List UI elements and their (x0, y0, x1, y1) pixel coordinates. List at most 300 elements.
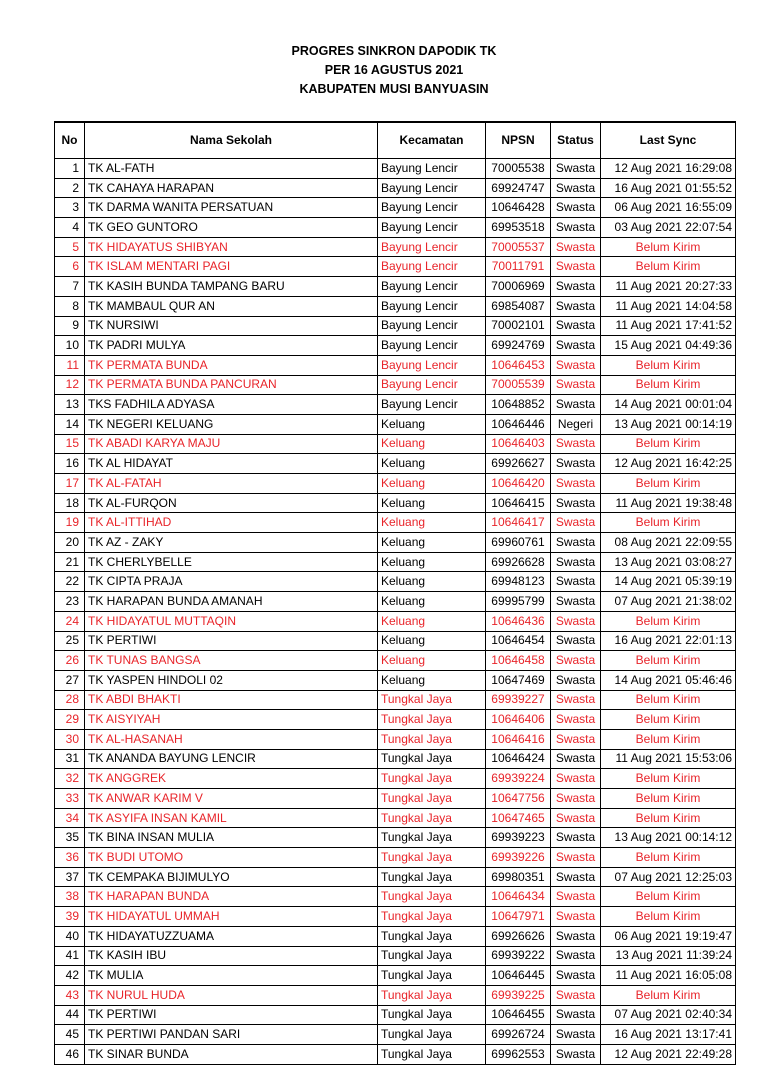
table-row (55, 395, 736, 415)
cell-last-sync: Belum Kirim (601, 257, 736, 277)
cell-status: Swasta (551, 257, 601, 277)
cell-school-name: TK AZ - ZAKY (85, 533, 378, 553)
cell-school-name: TK BINA INSAN MULIA (85, 828, 378, 848)
cell-status: Swasta (551, 1005, 601, 1025)
cell-npsn: 10646436 (486, 611, 551, 631)
cell-no: 36 (55, 848, 85, 868)
table-row (55, 355, 736, 375)
cell-status: Swasta (551, 572, 601, 592)
cell-school-name: TK PERTIWI (85, 631, 378, 651)
table-row (55, 533, 736, 553)
cell-last-sync: Belum Kirim (601, 808, 736, 828)
cell-last-sync: 13 Aug 2021 03:08:27 (601, 552, 736, 572)
cell-no: 10 (55, 336, 85, 356)
cell-last-sync: 06 Aug 2021 19:19:47 (601, 926, 736, 946)
title-line-3: KABUPATEN MUSI BANYUASIN (299, 82, 489, 96)
cell-status: Swasta (551, 946, 601, 966)
cell-status: Swasta (551, 454, 601, 474)
cell-status: Swasta (551, 710, 601, 730)
document-title (0, 42, 768, 99)
cell-no: 17 (55, 474, 85, 494)
table-row (55, 926, 736, 946)
cell-school-name: TK NURUL HUDA (85, 985, 378, 1005)
cell-district: Bayung Lencir (378, 277, 486, 297)
cell-school-name: TK CIPTA PRAJA (85, 572, 378, 592)
cell-district: Bayung Lencir (378, 237, 486, 257)
cell-last-sync: 14 Aug 2021 05:46:46 (601, 670, 736, 690)
cell-school-name: TK CAHAYA HARAPAN (85, 178, 378, 198)
cell-status: Swasta (551, 985, 601, 1005)
cell-district: Bayung Lencir (378, 159, 486, 179)
table-row (55, 1044, 736, 1064)
cell-school-name: TK AL-FATH (85, 159, 378, 179)
table-row (55, 946, 736, 966)
cell-status: Swasta (551, 848, 601, 868)
cell-status: Swasta (551, 434, 601, 454)
table-row (55, 710, 736, 730)
cell-last-sync: 12 Aug 2021 22:49:28 (601, 1044, 736, 1064)
table-row (55, 198, 736, 218)
cell-district: Bayung Lencir (378, 375, 486, 395)
column-header-status: Status (551, 122, 601, 159)
cell-district: Keluang (378, 513, 486, 533)
cell-no: 14 (55, 414, 85, 434)
cell-last-sync: 16 Aug 2021 01:55:52 (601, 178, 736, 198)
cell-school-name: TK PADRI MULYA (85, 336, 378, 356)
cell-no: 9 (55, 316, 85, 336)
cell-last-sync: 07 Aug 2021 12:25:03 (601, 867, 736, 887)
table-row (55, 434, 736, 454)
cell-npsn: 10647469 (486, 670, 551, 690)
cell-school-name: TK ABADI KARYA MAJU (85, 434, 378, 454)
cell-no: 31 (55, 749, 85, 769)
cell-status: Swasta (551, 611, 601, 631)
cell-district: Tungkal Jaya (378, 1005, 486, 1025)
cell-npsn: 10647971 (486, 907, 551, 927)
cell-npsn: 10646455 (486, 1005, 551, 1025)
cell-district: Tungkal Jaya (378, 710, 486, 730)
cell-no: 13 (55, 395, 85, 415)
cell-district: Keluang (378, 552, 486, 572)
cell-npsn: 69980351 (486, 867, 551, 887)
cell-district: Tungkal Jaya (378, 887, 486, 907)
cell-school-name: TK ANANDA BAYUNG LENCIR (85, 749, 378, 769)
cell-npsn: 69939224 (486, 769, 551, 789)
table-row (55, 808, 736, 828)
cell-npsn: 70002101 (486, 316, 551, 336)
cell-last-sync: 12 Aug 2021 16:42:25 (601, 454, 736, 474)
cell-last-sync: Belum Kirim (601, 355, 736, 375)
cell-status: Swasta (551, 296, 601, 316)
cell-last-sync: Belum Kirim (601, 375, 736, 395)
cell-npsn: 10646434 (486, 887, 551, 907)
cell-last-sync: 15 Aug 2021 04:49:36 (601, 336, 736, 356)
cell-last-sync: Belum Kirim (601, 690, 736, 710)
cell-district: Bayung Lencir (378, 395, 486, 415)
cell-district: Tungkal Jaya (378, 966, 486, 986)
cell-no: 18 (55, 493, 85, 513)
cell-last-sync: 14 Aug 2021 05:39:19 (601, 572, 736, 592)
cell-school-name: TK AL-HASANAH (85, 729, 378, 749)
cell-npsn: 10646454 (486, 631, 551, 651)
cell-npsn: 69924769 (486, 336, 551, 356)
cell-district: Keluang (378, 414, 486, 434)
cell-no: 38 (55, 887, 85, 907)
cell-npsn: 69924747 (486, 178, 551, 198)
cell-no: 30 (55, 729, 85, 749)
cell-npsn: 69962553 (486, 1044, 551, 1064)
cell-no: 8 (55, 296, 85, 316)
cell-npsn: 10646415 (486, 493, 551, 513)
cell-district: Keluang (378, 434, 486, 454)
table-row (55, 296, 736, 316)
cell-last-sync: 08 Aug 2021 22:09:55 (601, 533, 736, 553)
table-row (55, 493, 736, 513)
cell-school-name: TK BUDI UTOMO (85, 848, 378, 868)
cell-district: Tungkal Jaya (378, 946, 486, 966)
table-row (55, 828, 736, 848)
table-row (55, 907, 736, 927)
cell-last-sync: 11 Aug 2021 14:04:58 (601, 296, 736, 316)
cell-district: Tungkal Jaya (378, 808, 486, 828)
cell-last-sync: Belum Kirim (601, 907, 736, 927)
cell-last-sync: Belum Kirim (601, 651, 736, 671)
cell-school-name: TK HIDAYATUL MUTTAQIN (85, 611, 378, 631)
table-row (55, 1025, 736, 1045)
cell-last-sync: 16 Aug 2021 13:17:41 (601, 1025, 736, 1045)
cell-status: Swasta (551, 887, 601, 907)
cell-last-sync: Belum Kirim (601, 237, 736, 257)
cell-status: Swasta (551, 375, 601, 395)
table-row (55, 749, 736, 769)
cell-status: Swasta (551, 493, 601, 513)
table-row (55, 336, 736, 356)
cell-no: 26 (55, 651, 85, 671)
cell-district: Keluang (378, 533, 486, 553)
cell-last-sync: 11 Aug 2021 19:38:48 (601, 493, 736, 513)
cell-last-sync: 11 Aug 2021 15:53:06 (601, 749, 736, 769)
cell-status: Swasta (551, 729, 601, 749)
cell-no: 23 (55, 592, 85, 612)
column-header-no: No (55, 122, 85, 159)
title-line-2: PER 16 AGUSTUS 2021 (324, 63, 464, 77)
cell-district: Bayung Lencir (378, 218, 486, 238)
cell-npsn: 69939225 (486, 985, 551, 1005)
cell-npsn: 10646403 (486, 434, 551, 454)
cell-school-name: TK HIDAYATUS SHIBYAN (85, 237, 378, 257)
cell-school-name: TK NURSIWI (85, 316, 378, 336)
cell-no: 20 (55, 533, 85, 553)
cell-status: Swasta (551, 1025, 601, 1045)
cell-npsn: 69995799 (486, 592, 551, 612)
cell-school-name: TK PERTIWI PANDAN SARI (85, 1025, 378, 1045)
cell-status: Swasta (551, 828, 601, 848)
cell-npsn: 69854087 (486, 296, 551, 316)
cell-npsn: 69939227 (486, 690, 551, 710)
table-row (55, 552, 736, 572)
cell-no: 27 (55, 670, 85, 690)
cell-district: Tungkal Jaya (378, 1044, 486, 1064)
cell-no: 19 (55, 513, 85, 533)
cell-school-name: TK MULIA (85, 966, 378, 986)
cell-no: 45 (55, 1025, 85, 1045)
cell-no: 4 (55, 218, 85, 238)
cell-no: 34 (55, 808, 85, 828)
cell-school-name: TK HARAPAN BUNDA AMANAH (85, 592, 378, 612)
cell-no: 43 (55, 985, 85, 1005)
cell-school-name: TK CHERLYBELLE (85, 552, 378, 572)
cell-status: Swasta (551, 749, 601, 769)
cell-district: Tungkal Jaya (378, 848, 486, 868)
cell-status: Swasta (551, 198, 601, 218)
cell-status: Swasta (551, 533, 601, 553)
cell-status: Swasta (551, 159, 601, 179)
table-row (55, 592, 736, 612)
table-row (55, 611, 736, 631)
sync-progress-table (54, 121, 736, 1065)
cell-last-sync: 14 Aug 2021 00:01:04 (601, 395, 736, 415)
table-row (55, 454, 736, 474)
cell-district: Keluang (378, 651, 486, 671)
table-row (55, 572, 736, 592)
cell-npsn: 10646446 (486, 414, 551, 434)
cell-npsn: 69948123 (486, 572, 551, 592)
cell-no: 24 (55, 611, 85, 631)
cell-status: Swasta (551, 355, 601, 375)
cell-district: Tungkal Jaya (378, 769, 486, 789)
column-header-district: Kecamatan (378, 122, 486, 159)
table-row (55, 414, 736, 434)
table-row (55, 670, 736, 690)
column-header-npsn: NPSN (486, 122, 551, 159)
cell-no: 11 (55, 355, 85, 375)
cell-school-name: TK HARAPAN BUNDA (85, 887, 378, 907)
cell-status: Swasta (551, 178, 601, 198)
cell-district: Keluang (378, 611, 486, 631)
cell-npsn: 10646445 (486, 966, 551, 986)
cell-npsn: 70006969 (486, 277, 551, 297)
cell-status: Swasta (551, 336, 601, 356)
cell-no: 29 (55, 710, 85, 730)
cell-npsn: 70005537 (486, 237, 551, 257)
table-row (55, 631, 736, 651)
cell-status: Swasta (551, 237, 601, 257)
cell-school-name: TK ANWAR KARIM V (85, 789, 378, 809)
cell-status: Swasta (551, 769, 601, 789)
cell-npsn: 69926628 (486, 552, 551, 572)
cell-district: Bayung Lencir (378, 316, 486, 336)
cell-no: 12 (55, 375, 85, 395)
cell-district: Bayung Lencir (378, 355, 486, 375)
cell-npsn: 10646406 (486, 710, 551, 730)
cell-school-name: TK PERMATA BUNDA (85, 355, 378, 375)
cell-no: 39 (55, 907, 85, 927)
cell-school-name: TK YASPEN HINDOLI 02 (85, 670, 378, 690)
cell-last-sync: 03 Aug 2021 22:07:54 (601, 218, 736, 238)
cell-status: Swasta (551, 808, 601, 828)
cell-status: Swasta (551, 218, 601, 238)
cell-status: Swasta (551, 592, 601, 612)
cell-no: 3 (55, 198, 85, 218)
cell-last-sync: 12 Aug 2021 16:29:08 (601, 159, 736, 179)
cell-npsn: 70005539 (486, 375, 551, 395)
table-row (55, 651, 736, 671)
table-row (55, 848, 736, 868)
cell-status: Swasta (551, 690, 601, 710)
cell-last-sync: Belum Kirim (601, 474, 736, 494)
cell-district: Bayung Lencir (378, 336, 486, 356)
cell-npsn: 10646428 (486, 198, 551, 218)
table-row (55, 474, 736, 494)
cell-status: Swasta (551, 513, 601, 533)
cell-last-sync: 13 Aug 2021 11:39:24 (601, 946, 736, 966)
cell-no: 37 (55, 867, 85, 887)
cell-school-name: TK CEMPAKA BIJIMULYO (85, 867, 378, 887)
cell-npsn: 69926627 (486, 454, 551, 474)
cell-npsn: 10646417 (486, 513, 551, 533)
cell-district: Keluang (378, 572, 486, 592)
column-header-name: Nama Sekolah (85, 122, 378, 159)
table-row (55, 867, 736, 887)
cell-npsn: 10646453 (486, 355, 551, 375)
cell-status: Swasta (551, 631, 601, 651)
cell-district: Bayung Lencir (378, 198, 486, 218)
cell-last-sync: Belum Kirim (601, 887, 736, 907)
cell-npsn: 10647465 (486, 808, 551, 828)
cell-school-name: TKS FADHILA ADYASA (85, 395, 378, 415)
table-row (55, 513, 736, 533)
cell-district: Keluang (378, 454, 486, 474)
cell-last-sync: 16 Aug 2021 22:01:13 (601, 631, 736, 651)
cell-school-name: TK TUNAS BANGSA (85, 651, 378, 671)
cell-school-name: TK HIDAYATUZZUAMA (85, 926, 378, 946)
cell-last-sync: 11 Aug 2021 17:41:52 (601, 316, 736, 336)
cell-last-sync: 13 Aug 2021 00:14:19 (601, 414, 736, 434)
table-body (55, 159, 736, 1065)
cell-school-name: TK HIDAYATUL UMMAH (85, 907, 378, 927)
cell-last-sync: 07 Aug 2021 02:40:34 (601, 1005, 736, 1025)
cell-district: Tungkal Jaya (378, 789, 486, 809)
cell-npsn: 70005538 (486, 159, 551, 179)
cell-last-sync: Belum Kirim (601, 434, 736, 454)
cell-no: 46 (55, 1044, 85, 1064)
table-row (55, 277, 736, 297)
cell-district: Bayung Lencir (378, 257, 486, 277)
cell-no: 16 (55, 454, 85, 474)
cell-school-name: TK ABDI BHAKTI (85, 690, 378, 710)
cell-school-name: TK KASIH IBU (85, 946, 378, 966)
cell-last-sync: Belum Kirim (601, 513, 736, 533)
table-row (55, 237, 736, 257)
cell-last-sync: 11 Aug 2021 16:05:08 (601, 966, 736, 986)
table-row (55, 257, 736, 277)
cell-no: 28 (55, 690, 85, 710)
cell-no: 35 (55, 828, 85, 848)
cell-school-name: TK ISLAM MENTARI PAGI (85, 257, 378, 277)
cell-status: Swasta (551, 966, 601, 986)
cell-no: 33 (55, 789, 85, 809)
cell-school-name: TK AISYIYAH (85, 710, 378, 730)
cell-district: Tungkal Jaya (378, 926, 486, 946)
cell-status: Swasta (551, 474, 601, 494)
cell-no: 42 (55, 966, 85, 986)
cell-no: 40 (55, 926, 85, 946)
cell-npsn: 69939223 (486, 828, 551, 848)
cell-no: 41 (55, 946, 85, 966)
cell-district: Keluang (378, 592, 486, 612)
cell-status: Swasta (551, 651, 601, 671)
table-row (55, 769, 736, 789)
table-row (55, 178, 736, 198)
cell-school-name: TK NEGERI KELUANG (85, 414, 378, 434)
cell-status: Negeri (551, 414, 601, 434)
cell-school-name: TK DARMA WANITA PERSATUAN (85, 198, 378, 218)
cell-no: 22 (55, 572, 85, 592)
cell-status: Swasta (551, 670, 601, 690)
cell-district: Tungkal Jaya (378, 907, 486, 927)
cell-school-name: TK ANGGREK (85, 769, 378, 789)
cell-no: 44 (55, 1005, 85, 1025)
cell-npsn: 10646416 (486, 729, 551, 749)
table-row (55, 218, 736, 238)
cell-no: 15 (55, 434, 85, 454)
cell-status: Swasta (551, 316, 601, 336)
cell-npsn: 10648852 (486, 395, 551, 415)
cell-district: Keluang (378, 670, 486, 690)
cell-npsn: 70011791 (486, 257, 551, 277)
cell-npsn: 10646424 (486, 749, 551, 769)
cell-status: Swasta (551, 789, 601, 809)
cell-no: 32 (55, 769, 85, 789)
cell-npsn: 69939222 (486, 946, 551, 966)
table-row (55, 729, 736, 749)
cell-district: Tungkal Jaya (378, 1025, 486, 1045)
cell-status: Swasta (551, 867, 601, 887)
cell-status: Swasta (551, 926, 601, 946)
cell-school-name: TK AL-FATAH (85, 474, 378, 494)
cell-npsn: 69953518 (486, 218, 551, 238)
cell-school-name: TK AL-FURQON (85, 493, 378, 513)
cell-district: Tungkal Jaya (378, 828, 486, 848)
cell-npsn: 69926724 (486, 1025, 551, 1045)
table-row (55, 159, 736, 179)
cell-npsn: 69939226 (486, 848, 551, 868)
cell-status: Swasta (551, 395, 601, 415)
cell-last-sync: 07 Aug 2021 21:38:02 (601, 592, 736, 612)
cell-school-name: TK SINAR BUNDA (85, 1044, 378, 1064)
cell-district: Bayung Lencir (378, 296, 486, 316)
table-row (55, 316, 736, 336)
table-row (55, 887, 736, 907)
cell-district: Tungkal Jaya (378, 985, 486, 1005)
cell-npsn: 10646420 (486, 474, 551, 494)
cell-school-name: TK KASIH BUNDA TAMPANG BARU (85, 277, 378, 297)
title-line-1: PROGRES SINKRON DAPODIK TK (291, 44, 497, 58)
cell-district: Keluang (378, 631, 486, 651)
cell-no: 1 (55, 159, 85, 179)
cell-school-name: TK GEO GUNTORO (85, 218, 378, 238)
table-row (55, 789, 736, 809)
cell-district: Keluang (378, 474, 486, 494)
cell-district: Tungkal Jaya (378, 729, 486, 749)
cell-school-name: TK ASYIFA INSAN KAMIL (85, 808, 378, 828)
table-row (55, 985, 736, 1005)
column-header-last-sync: Last Sync (601, 122, 736, 159)
cell-no: 25 (55, 631, 85, 651)
table-row (55, 966, 736, 986)
cell-district: Tungkal Jaya (378, 749, 486, 769)
cell-last-sync: Belum Kirim (601, 789, 736, 809)
